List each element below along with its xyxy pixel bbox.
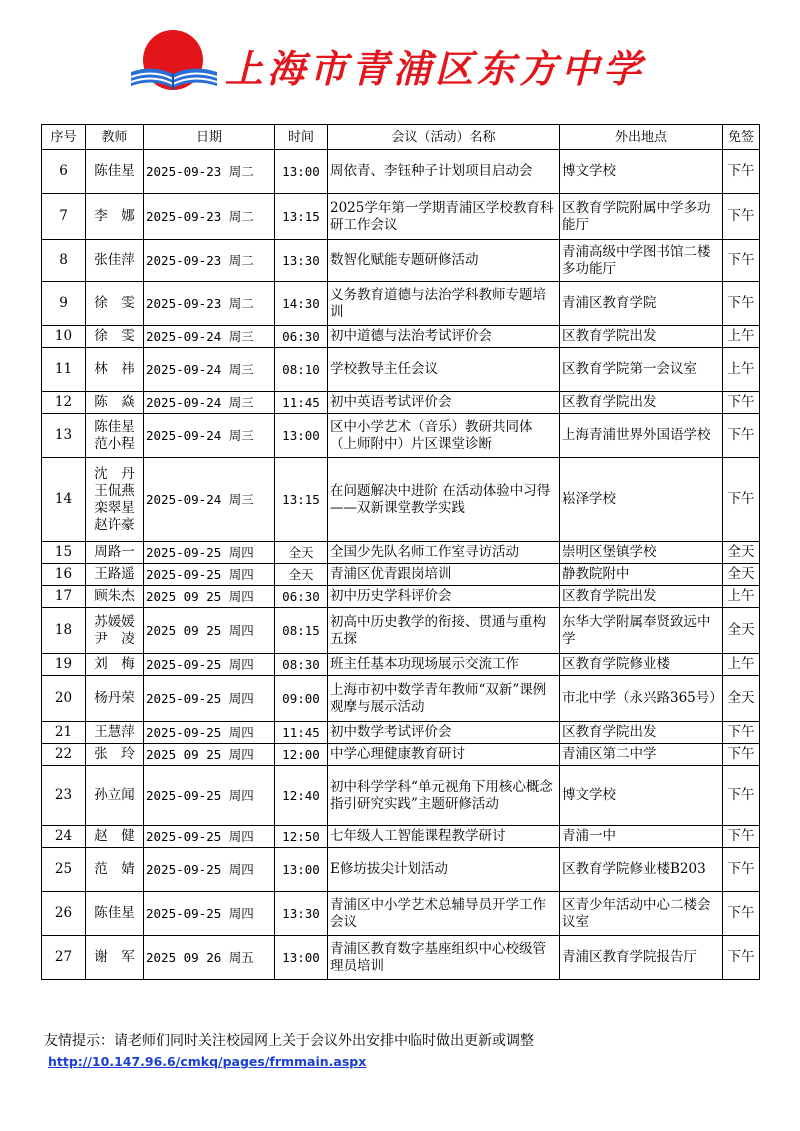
sun-over-open-book-logo-icon bbox=[125, 24, 225, 104]
cell-row-number: 24 bbox=[42, 826, 86, 848]
cell-location: 区教育学院修业楼 bbox=[560, 654, 723, 676]
table-row bbox=[42, 564, 760, 586]
cell-row-number: 7 bbox=[42, 194, 86, 240]
cell-meeting-name: 学校教导主任会议 bbox=[328, 348, 560, 392]
cell-date: 2025-09-25 周四 bbox=[144, 892, 275, 936]
school-name: 上海市青浦区东方中学 bbox=[225, 46, 646, 91]
cell-meeting-name: 周依青、李钰种子计划项目启动会 bbox=[328, 150, 560, 194]
meeting-schedule-table bbox=[41, 124, 760, 980]
cell-meeting-name: E修坊拔尖计划活动 bbox=[328, 848, 560, 892]
cell-teacher-name: 李 娜 bbox=[86, 194, 144, 240]
cell-meeting-name: 青浦区教育数字基座组织中心校级管理员培训 bbox=[328, 936, 560, 980]
cell-date: 2025-09-25 周四 bbox=[144, 564, 275, 586]
table-row bbox=[42, 654, 760, 676]
cell-time: 13:00 bbox=[275, 936, 328, 980]
cell-meeting-name: 初中历史学科评价会 bbox=[328, 586, 560, 608]
cell-sign-exempt: 下午 bbox=[723, 282, 760, 326]
cell-teacher-name: 范 婧 bbox=[86, 848, 144, 892]
cell-date: 2025-09-25 周四 bbox=[144, 722, 275, 744]
cell-location: 博文学校 bbox=[560, 766, 723, 826]
cell-sign-exempt: 下午 bbox=[723, 194, 760, 240]
cell-row-number: 13 bbox=[42, 414, 86, 458]
column-header-date: 日期 bbox=[144, 125, 275, 150]
cell-sign-exempt: 下午 bbox=[723, 826, 760, 848]
cell-teacher-name: 周路一 bbox=[86, 542, 144, 564]
cell-time: 13:00 bbox=[275, 150, 328, 194]
cell-location: 青浦区教育学院 bbox=[560, 282, 723, 326]
cell-time: 12:00 bbox=[275, 744, 328, 766]
cell-teacher-name: 谢 军 bbox=[86, 936, 144, 980]
cell-meeting-name: 在问题解决中进阶 在活动体验中习得——双新课堂教学实践 bbox=[328, 458, 560, 542]
cell-time: 13:15 bbox=[275, 458, 328, 542]
campus-system-link[interactable]: http://10.147.96.6/cmkq/pages/frmmain.aspx bbox=[48, 1054, 367, 1069]
cell-location: 市北中学（永兴路365号） bbox=[560, 676, 723, 722]
cell-row-number: 11 bbox=[42, 348, 86, 392]
cell-teacher-name: 王慧萍 bbox=[86, 722, 144, 744]
cell-teacher-name: 王路遥 bbox=[86, 564, 144, 586]
cell-location: 区教育学院出发 bbox=[560, 326, 723, 348]
cell-location: 青浦区第二中学 bbox=[560, 744, 723, 766]
cell-meeting-name: 全国少先队名师工作室寻访活动 bbox=[328, 542, 560, 564]
column-header-no: 序号 bbox=[42, 125, 86, 150]
cell-teacher-name: 陈佳星 bbox=[86, 150, 144, 194]
cell-teacher-name: 徐 雯 bbox=[86, 326, 144, 348]
table-row bbox=[42, 676, 760, 722]
cell-meeting-name: 七年级人工智能课程教学研讨 bbox=[328, 826, 560, 848]
cell-location: 区教育学院出发 bbox=[560, 722, 723, 744]
column-header-time: 时间 bbox=[275, 125, 328, 150]
cell-row-number: 18 bbox=[42, 608, 86, 654]
cell-row-number: 20 bbox=[42, 676, 86, 722]
cell-date: 2025-09-25 周四 bbox=[144, 654, 275, 676]
cell-meeting-name: 青浦区优青跟岗培训 bbox=[328, 564, 560, 586]
table-row bbox=[42, 194, 760, 240]
column-header-teacher: 教师 bbox=[86, 125, 144, 150]
cell-sign-exempt: 上午 bbox=[723, 586, 760, 608]
cell-row-number: 19 bbox=[42, 654, 86, 676]
cell-date: 2025-09-25 周四 bbox=[144, 826, 275, 848]
cell-row-number: 10 bbox=[42, 326, 86, 348]
cell-time: 13:00 bbox=[275, 848, 328, 892]
column-header-sign-exempt: 免签 bbox=[723, 125, 760, 150]
cell-teacher-name: 杨丹荣 bbox=[86, 676, 144, 722]
table-row bbox=[42, 542, 760, 564]
cell-meeting-name: 初中道德与法治考试评价会 bbox=[328, 326, 560, 348]
cell-sign-exempt: 下午 bbox=[723, 414, 760, 458]
cell-location: 区教育学院修业楼B203 bbox=[560, 848, 723, 892]
school-header bbox=[125, 24, 645, 104]
cell-sign-exempt: 下午 bbox=[723, 240, 760, 282]
cell-location: 博文学校 bbox=[560, 150, 723, 194]
cell-sign-exempt: 下午 bbox=[723, 150, 760, 194]
cell-meeting-name: 青浦区中小学艺术总辅导员开学工作会议 bbox=[328, 892, 560, 936]
cell-sign-exempt: 全天 bbox=[723, 542, 760, 564]
cell-sign-exempt: 下午 bbox=[723, 766, 760, 826]
cell-sign-exempt: 下午 bbox=[723, 892, 760, 936]
cell-meeting-name: 初中数学考试评价会 bbox=[328, 722, 560, 744]
table-row bbox=[42, 744, 760, 766]
cell-teacher-name: 沈 丹 王侃燕 栾翠星 赵许豪 bbox=[86, 458, 144, 542]
cell-row-number: 22 bbox=[42, 744, 86, 766]
cell-sign-exempt: 下午 bbox=[723, 722, 760, 744]
cell-row-number: 23 bbox=[42, 766, 86, 826]
cell-date: 2025-09-23 周二 bbox=[144, 150, 275, 194]
cell-date: 2025-09-24 周三 bbox=[144, 326, 275, 348]
cell-time: 06:30 bbox=[275, 586, 328, 608]
cell-teacher-name: 顾朱杰 bbox=[86, 586, 144, 608]
cell-row-number: 6 bbox=[42, 150, 86, 194]
cell-date: 2025-09-24 周三 bbox=[144, 392, 275, 414]
cell-row-number: 17 bbox=[42, 586, 86, 608]
cell-sign-exempt: 下午 bbox=[723, 936, 760, 980]
cell-date: 2025 09 25 周四 bbox=[144, 586, 275, 608]
column-header-location: 外出地点 bbox=[560, 125, 723, 150]
cell-teacher-name: 赵 健 bbox=[86, 826, 144, 848]
table-row bbox=[42, 766, 760, 826]
cell-meeting-name: 区中小学艺术（音乐）教研共同体（上师附中）片区课堂诊断 bbox=[328, 414, 560, 458]
cell-date: 2025-09-23 周二 bbox=[144, 194, 275, 240]
cell-location: 区青少年活动中心二楼会议室 bbox=[560, 892, 723, 936]
cell-time: 08:10 bbox=[275, 348, 328, 392]
cell-time: 13:00 bbox=[275, 414, 328, 458]
cell-time: 11:45 bbox=[275, 722, 328, 744]
cell-row-number: 14 bbox=[42, 458, 86, 542]
cell-sign-exempt: 下午 bbox=[723, 392, 760, 414]
cell-meeting-name: 初高中历史教学的衔接、贯通与重构五探 bbox=[328, 608, 560, 654]
cell-date: 2025-09-25 周四 bbox=[144, 542, 275, 564]
cell-date: 2025 09 26 周五 bbox=[144, 936, 275, 980]
table-row bbox=[42, 458, 760, 542]
cell-row-number: 15 bbox=[42, 542, 86, 564]
cell-location: 东华大学附属奉贤致远中学 bbox=[560, 608, 723, 654]
cell-teacher-name: 孙立闻 bbox=[86, 766, 144, 826]
cell-teacher-name: 陈 焱 bbox=[86, 392, 144, 414]
cell-time: 08:15 bbox=[275, 608, 328, 654]
cell-row-number: 21 bbox=[42, 722, 86, 744]
cell-date: 2025-09-24 周三 bbox=[144, 348, 275, 392]
cell-time: 全天 bbox=[275, 564, 328, 586]
table-row bbox=[42, 282, 760, 326]
cell-sign-exempt: 下午 bbox=[723, 458, 760, 542]
cell-time: 13:30 bbox=[275, 892, 328, 936]
cell-sign-exempt: 上午 bbox=[723, 654, 760, 676]
cell-teacher-name: 陈佳星 范小程 bbox=[86, 414, 144, 458]
cell-time: 12:40 bbox=[275, 766, 328, 826]
friendly-reminder: 友情提示：请老师们同时关注校园网上关于会议外出安排中临时做出更新或调整 bbox=[44, 1033, 534, 1049]
cell-date: 2025-09-25 周四 bbox=[144, 766, 275, 826]
cell-time: 06:30 bbox=[275, 326, 328, 348]
cell-location: 区教育学院出发 bbox=[560, 392, 723, 414]
table-row bbox=[42, 240, 760, 282]
cell-row-number: 9 bbox=[42, 282, 86, 326]
cell-location: 区教育学院第一会议室 bbox=[560, 348, 723, 392]
cell-time: 13:30 bbox=[275, 240, 328, 282]
cell-time: 14:30 bbox=[275, 282, 328, 326]
cell-time: 全天 bbox=[275, 542, 328, 564]
table-row bbox=[42, 392, 760, 414]
cell-meeting-name: 初中科学学科“单元视角下用核心概念指引研究实践”主题研修活动 bbox=[328, 766, 560, 826]
table-row bbox=[42, 722, 760, 744]
cell-teacher-name: 林 祎 bbox=[86, 348, 144, 392]
cell-sign-exempt: 上午 bbox=[723, 348, 760, 392]
cell-date: 2025 09 25 周四 bbox=[144, 608, 275, 654]
cell-location: 区教育学院出发 bbox=[560, 586, 723, 608]
cell-date: 2025-09-24 周三 bbox=[144, 414, 275, 458]
cell-sign-exempt: 上午 bbox=[723, 326, 760, 348]
cell-row-number: 27 bbox=[42, 936, 86, 980]
cell-sign-exempt: 全天 bbox=[723, 608, 760, 654]
cell-teacher-name: 陈佳星 bbox=[86, 892, 144, 936]
cell-date: 2025-09-25 周四 bbox=[144, 676, 275, 722]
cell-teacher-name: 刘 梅 bbox=[86, 654, 144, 676]
cell-meeting-name: 2025学年第一学期青浦区学校教育科研工作会议 bbox=[328, 194, 560, 240]
cell-location: 上海青浦世界外国语学校 bbox=[560, 414, 723, 458]
table-row bbox=[42, 826, 760, 848]
cell-date: 2025-09-23 周二 bbox=[144, 240, 275, 282]
cell-date: 2025 09 25 周四 bbox=[144, 744, 275, 766]
cell-date: 2025-09-24 周三 bbox=[144, 458, 275, 542]
cell-teacher-name: 张佳萍 bbox=[86, 240, 144, 282]
cell-location: 崧泽学校 bbox=[560, 458, 723, 542]
cell-sign-exempt: 下午 bbox=[723, 744, 760, 766]
cell-time: 12:50 bbox=[275, 826, 328, 848]
cell-location: 区教育学院附属中学多功能厅 bbox=[560, 194, 723, 240]
cell-teacher-name: 苏媛媛 尹 凌 bbox=[86, 608, 144, 654]
cell-meeting-name: 数智化赋能专题研修活动 bbox=[328, 240, 560, 282]
cell-teacher-name: 徐 雯 bbox=[86, 282, 144, 326]
table-row bbox=[42, 326, 760, 348]
table-row bbox=[42, 848, 760, 892]
cell-row-number: 16 bbox=[42, 564, 86, 586]
cell-meeting-name: 义务教育道德与法治学科教师专题培训 bbox=[328, 282, 560, 326]
cell-location: 静教院附中 bbox=[560, 564, 723, 586]
cell-row-number: 8 bbox=[42, 240, 86, 282]
cell-sign-exempt: 下午 bbox=[723, 848, 760, 892]
cell-time: 11:45 bbox=[275, 392, 328, 414]
cell-row-number: 12 bbox=[42, 392, 86, 414]
table-row bbox=[42, 414, 760, 458]
cell-time: 09:00 bbox=[275, 676, 328, 722]
cell-row-number: 25 bbox=[42, 848, 86, 892]
cell-meeting-name: 班主任基本功现场展示交流工作 bbox=[328, 654, 560, 676]
cell-date: 2025-09-25 周四 bbox=[144, 848, 275, 892]
table-header-row bbox=[42, 125, 760, 150]
table-row bbox=[42, 586, 760, 608]
cell-meeting-name: 上海市初中数学青年教师“双新”课例观摩与展示活动 bbox=[328, 676, 560, 722]
table-row bbox=[42, 892, 760, 936]
table-row bbox=[42, 936, 760, 980]
cell-meeting-name: 中学心理健康教育研讨 bbox=[328, 744, 560, 766]
cell-location: 崇明区堡镇学校 bbox=[560, 542, 723, 564]
cell-location: 青浦一中 bbox=[560, 826, 723, 848]
cell-time: 13:15 bbox=[275, 194, 328, 240]
table-row bbox=[42, 348, 760, 392]
table-row bbox=[42, 608, 760, 654]
cell-sign-exempt: 全天 bbox=[723, 676, 760, 722]
cell-time: 08:30 bbox=[275, 654, 328, 676]
cell-location: 青浦高级中学图书馆二楼多功能厅 bbox=[560, 240, 723, 282]
column-header-meeting-name: 会议（活动）名称 bbox=[328, 125, 560, 150]
table-row bbox=[42, 150, 760, 194]
cell-row-number: 26 bbox=[42, 892, 86, 936]
cell-date: 2025-09-23 周二 bbox=[144, 282, 275, 326]
cell-location: 青浦区教育学院报告厅 bbox=[560, 936, 723, 980]
cell-teacher-name: 张 玲 bbox=[86, 744, 144, 766]
cell-sign-exempt: 全天 bbox=[723, 564, 760, 586]
cell-meeting-name: 初中英语考试评价会 bbox=[328, 392, 560, 414]
